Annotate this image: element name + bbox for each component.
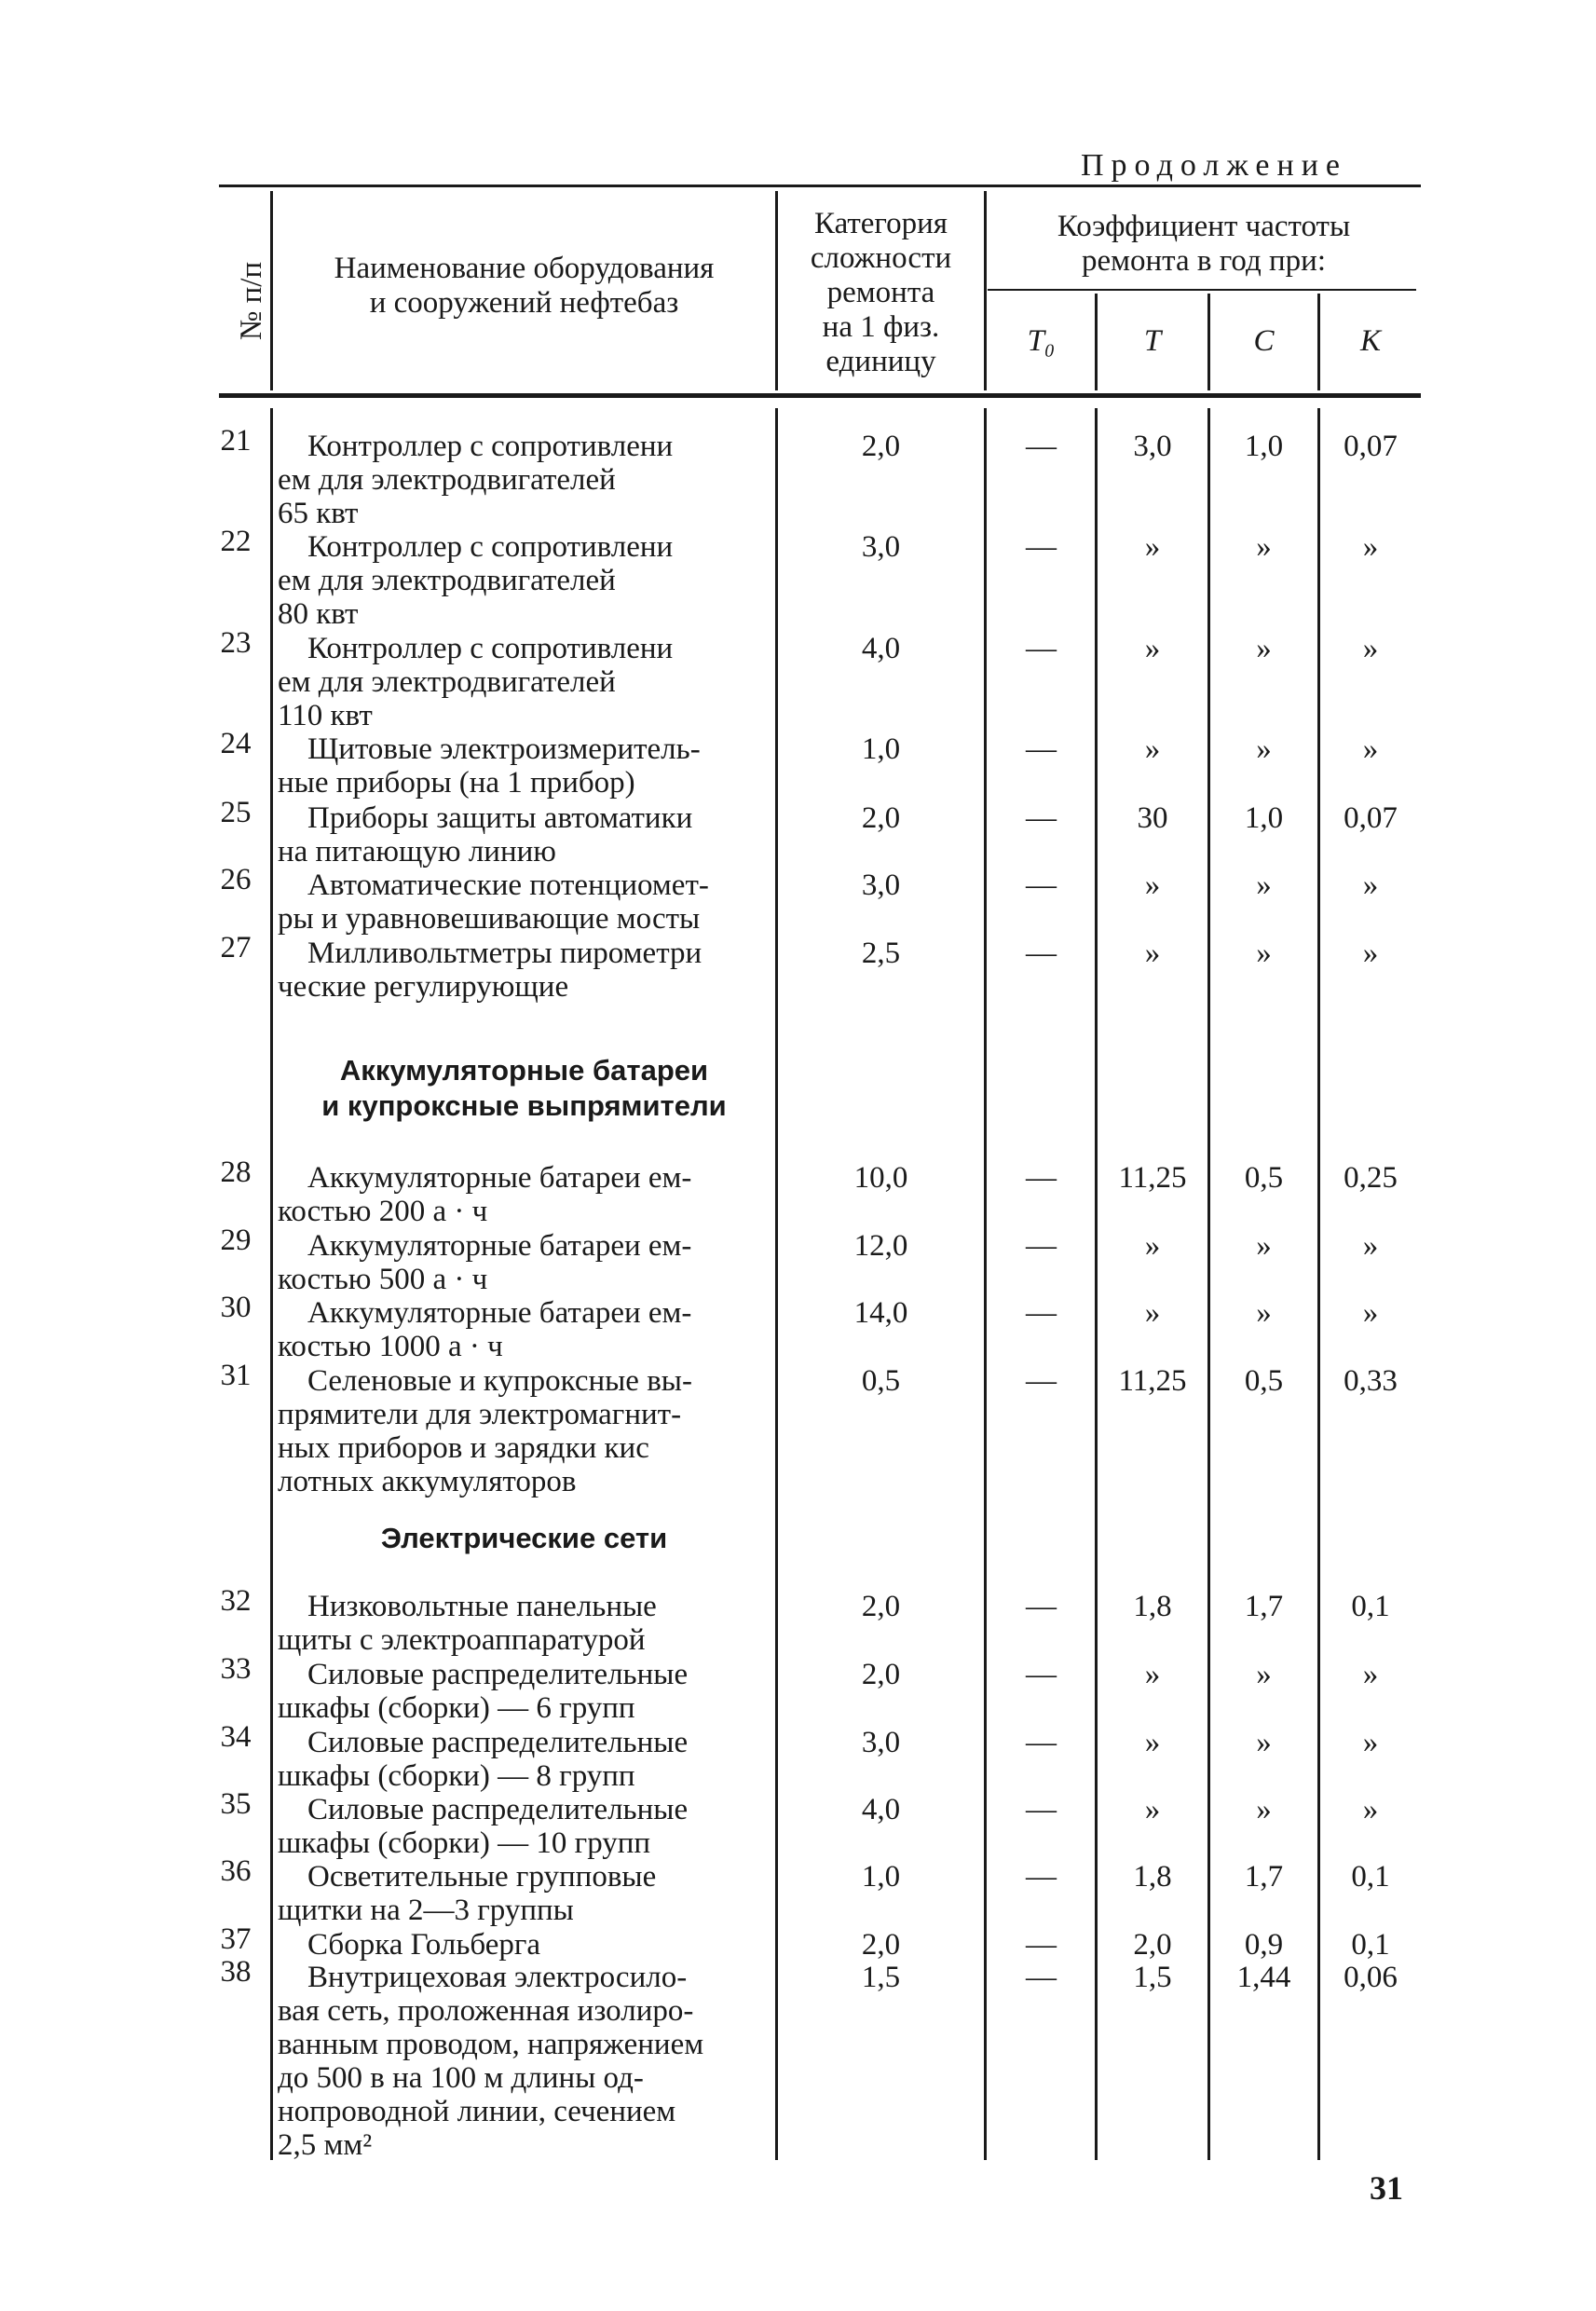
row-to-value: — — [1026, 801, 1057, 835]
row-t-value: » — [1144, 1296, 1161, 1330]
row-number: 23 — [220, 626, 252, 660]
row-name-line: ем для электродвигателей — [278, 665, 616, 699]
row-equipment-name — [278, 1161, 771, 1228]
row-c-value: 0,9 — [1244, 1928, 1284, 1962]
table-top-rule — [219, 185, 1421, 187]
row-name-line: Низковольтные панельные — [307, 1590, 657, 1623]
row-number: 26 — [220, 863, 252, 896]
row-name-line: костью 1000 а · ч — [278, 1330, 503, 1363]
row-equipment-name — [278, 732, 771, 800]
row-number: 34 — [220, 1720, 252, 1754]
page-number: 31 — [1370, 2169, 1403, 2207]
row-category: 2,0 — [861, 1658, 901, 1691]
row-k-value: » — [1362, 1793, 1379, 1826]
row-name-line: Приборы защиты автоматики — [307, 801, 693, 835]
row-equipment-name — [278, 632, 771, 732]
row-name-line: Контроллер с сопротивлени — [307, 632, 674, 665]
row-category: 12,0 — [853, 1229, 908, 1263]
header-c: C — [1253, 324, 1275, 358]
row-k-value: 0,25 — [1344, 1161, 1398, 1195]
row-to-value: — — [1026, 530, 1057, 564]
row-name-line: шкафы (сборки) — 8 групп — [278, 1759, 635, 1793]
row-name-line: ные приборы (на 1 прибор) — [278, 766, 635, 800]
row-equipment-name — [278, 1860, 771, 1927]
row-c-value: 0,5 — [1244, 1161, 1284, 1195]
row-t-value: » — [1144, 1726, 1161, 1759]
section-heading-electric: Электрические сети — [380, 1522, 668, 1554]
row-t-value: » — [1144, 732, 1161, 766]
row-equipment-name — [278, 1793, 771, 1860]
row-to-value: — — [1026, 1928, 1057, 1962]
row-t-value: 1,5 — [1133, 1961, 1172, 1994]
row-number: 28 — [220, 1156, 252, 1189]
row-number: 33 — [220, 1652, 252, 1686]
row-t-value: 1,8 — [1133, 1860, 1172, 1894]
row-name-line: вая сеть, проложенная изолиро- — [278, 1994, 694, 2028]
row-number: 22 — [220, 525, 252, 558]
row-equipment-name — [278, 1658, 771, 1725]
row-category: 3,0 — [861, 1726, 901, 1759]
body-divider-num — [270, 408, 273, 2160]
row-category: 3,0 — [861, 868, 901, 902]
row-equipment-name — [278, 1726, 771, 1793]
row-k-value: » — [1362, 632, 1379, 665]
row-k-value: » — [1362, 1658, 1379, 1691]
row-name-line: Сборка Гольберга — [307, 1928, 541, 1962]
row-name-line: Селеновые и купроксные вы- — [307, 1364, 692, 1398]
row-category: 1,0 — [861, 1860, 901, 1894]
row-k-value: 0,06 — [1344, 1961, 1398, 1994]
row-c-value: » — [1256, 1296, 1272, 1330]
row-to-value: — — [1026, 1161, 1057, 1195]
row-name-line: нопроводной линии, сечением — [278, 2095, 676, 2128]
row-name-line: шкафы (сборки) — 10 групп — [278, 1826, 651, 1860]
row-c-value: » — [1256, 530, 1272, 564]
row-c-value: » — [1256, 937, 1272, 970]
row-name-line: ры и уравновешивающие мосты — [278, 902, 701, 936]
section-heading-batteries: Аккумуляторные батареи и купроксные выпрямители — [321, 1054, 727, 1122]
row-equipment-name — [278, 1590, 771, 1657]
header-coef: Коэффициент частоты ремонта в год при: — [1057, 210, 1351, 278]
row-c-value: 1,7 — [1244, 1590, 1284, 1623]
row-category: 2,0 — [861, 801, 901, 835]
header-bottom-rule — [219, 393, 1421, 398]
row-t-value: » — [1144, 1229, 1161, 1263]
row-t-value: » — [1144, 632, 1161, 665]
row-to-value: — — [1026, 1229, 1057, 1263]
row-name-line: лотных аккумуляторов — [278, 1465, 577, 1498]
row-c-value: » — [1256, 1658, 1272, 1691]
row-k-value: 0,1 — [1351, 1928, 1390, 1962]
row-k-value: 0,07 — [1344, 801, 1398, 835]
row-k-value: » — [1362, 868, 1379, 902]
row-c-value: » — [1256, 1726, 1272, 1759]
header-divider-category — [984, 191, 987, 390]
row-t-value: 3,0 — [1133, 430, 1172, 463]
row-to-value: — — [1026, 1296, 1057, 1330]
row-name-line: Автоматические потенциомет- — [307, 868, 709, 902]
row-name-line: Аккумуляторные батареи ем- — [307, 1161, 692, 1195]
row-k-value: 0,33 — [1344, 1364, 1398, 1398]
continuation-label: Продолжение — [1081, 148, 1348, 183]
row-c-value: » — [1256, 868, 1272, 902]
row-name-line: Силовые распределительные — [307, 1726, 689, 1759]
row-to-value: — — [1026, 632, 1057, 665]
header-divider-num — [270, 191, 273, 390]
row-name-line: Внутрицеховая электросило- — [307, 1961, 688, 1994]
row-k-value: » — [1362, 530, 1379, 564]
row-number: 35 — [220, 1787, 252, 1821]
row-name-line: Аккумуляторные батареи ем- — [307, 1229, 692, 1263]
row-name-line: Контроллер с сопротивлени — [307, 430, 674, 463]
row-to-value: — — [1026, 430, 1057, 463]
row-name-line: 110 квт — [278, 699, 373, 732]
row-k-value: » — [1362, 1726, 1379, 1759]
body-divider-c — [1317, 408, 1320, 2160]
row-k-value: » — [1362, 937, 1379, 970]
row-t-value: » — [1144, 530, 1161, 564]
row-number: 30 — [220, 1291, 252, 1324]
row-name-line: ванным проводом, напряжением — [278, 2028, 704, 2061]
row-c-value: 1,44 — [1236, 1961, 1291, 1994]
header-num: № п/п — [235, 261, 268, 341]
row-number: 31 — [220, 1359, 252, 1392]
body-divider-name — [775, 408, 778, 2160]
row-name-line: 2,5 мм² — [278, 2128, 373, 2162]
row-k-value: » — [1362, 732, 1379, 766]
row-t-value: » — [1144, 937, 1161, 970]
row-to-value: — — [1026, 1590, 1057, 1623]
row-category: 2,5 — [861, 937, 901, 970]
row-category: 10,0 — [853, 1161, 908, 1195]
row-number: 24 — [220, 727, 252, 760]
row-to-value: — — [1026, 868, 1057, 902]
row-number: 25 — [220, 796, 252, 829]
row-name-line: ных приборов и зарядки кис — [278, 1431, 649, 1465]
row-equipment-name — [278, 1296, 771, 1363]
row-equipment-name — [278, 1961, 771, 2162]
row-equipment-name — [278, 801, 771, 868]
body-divider-category — [984, 408, 987, 2160]
row-category: 1,5 — [861, 1961, 901, 1994]
header-t: T — [1143, 324, 1162, 358]
row-k-value: » — [1362, 1296, 1379, 1330]
row-equipment-name — [278, 430, 771, 530]
row-name-line: на питающую линию — [278, 835, 556, 868]
header-category: Категория сложности ремонта на 1 физ. единицу — [810, 207, 952, 378]
row-number: 21 — [220, 424, 252, 458]
row-to-value: — — [1026, 937, 1057, 970]
row-t-value: 2,0 — [1133, 1928, 1172, 1962]
row-name-line: Силовые распределительные — [307, 1658, 689, 1691]
row-equipment-name — [278, 1928, 771, 1962]
row-c-value: 1,0 — [1244, 801, 1284, 835]
header-to: T₀ — [1027, 324, 1056, 358]
header-k: K — [1359, 324, 1381, 358]
row-equipment-name — [278, 1364, 771, 1498]
header-name: Наименование оборудования и сооружений нефтебаз — [334, 252, 715, 320]
row-name-line: ем для электродвигателей — [278, 463, 616, 497]
row-c-value: » — [1256, 632, 1272, 665]
row-equipment-name — [278, 868, 771, 936]
row-name-line: Силовые распределительные — [307, 1793, 689, 1826]
header-divider-name — [775, 191, 778, 390]
row-to-value: — — [1026, 1726, 1057, 1759]
row-name-line: шкафы (сборки) — 6 групп — [278, 1691, 635, 1725]
row-t-value: 11,25 — [1118, 1161, 1187, 1195]
row-equipment-name — [278, 937, 771, 1004]
row-category: 1,0 — [861, 732, 901, 766]
row-number: 37 — [220, 1922, 252, 1956]
row-name-line: ческие регулирующие — [278, 970, 569, 1004]
row-number: 36 — [220, 1854, 252, 1888]
row-equipment-name — [278, 530, 771, 631]
row-to-value: — — [1026, 1364, 1057, 1398]
row-equipment-name — [278, 1229, 771, 1296]
row-name-line: Милливольтметры пирометри — [307, 937, 703, 970]
row-t-value: 30 — [1137, 801, 1168, 835]
row-category: 2,0 — [861, 430, 901, 463]
row-category: 4,0 — [861, 632, 901, 665]
row-name-line: щитки на 2—3 группы — [278, 1894, 574, 1927]
row-name-line: костью 200 а · ч — [278, 1195, 488, 1228]
row-name-line: до 500 в на 100 м длины од- — [278, 2061, 644, 2095]
row-number: 32 — [220, 1584, 252, 1618]
row-name-line: Осветительные групповые — [307, 1860, 657, 1894]
row-category: 4,0 — [861, 1793, 901, 1826]
row-t-value: » — [1144, 868, 1161, 902]
row-number: 27 — [220, 931, 252, 964]
row-name-line: 80 квт — [278, 597, 359, 631]
row-name-line: 65 квт — [278, 497, 359, 530]
row-c-value: » — [1256, 1793, 1272, 1826]
row-category: 14,0 — [853, 1296, 908, 1330]
row-name-line: щиты с электроаппаратурой — [278, 1623, 646, 1657]
row-t-value: » — [1144, 1658, 1161, 1691]
row-to-value: — — [1026, 1793, 1057, 1826]
row-name-line: прямители для электромагнит- — [278, 1398, 682, 1431]
row-c-value: 0,5 — [1244, 1364, 1284, 1398]
row-k-value: 0,1 — [1351, 1590, 1390, 1623]
row-name-line: Аккумуляторные батареи ем- — [307, 1296, 692, 1330]
row-c-value: » — [1256, 1229, 1272, 1263]
row-to-value: — — [1026, 1961, 1057, 1994]
row-number: 38 — [220, 1955, 252, 1989]
row-to-value: — — [1026, 732, 1057, 766]
row-name-line: ем для электродвигателей — [278, 564, 616, 597]
row-name-line: Щитовые электроизмеритель- — [307, 732, 701, 766]
row-c-value: » — [1256, 732, 1272, 766]
row-t-value: » — [1144, 1793, 1161, 1826]
row-c-value: 1,0 — [1244, 430, 1284, 463]
row-k-value: 0,07 — [1344, 430, 1398, 463]
body-divider-to — [1095, 408, 1098, 2160]
row-k-value: 0,1 — [1351, 1860, 1390, 1894]
row-category: 2,0 — [861, 1928, 901, 1962]
row-category: 2,0 — [861, 1590, 901, 1623]
coef-subheader-rule — [988, 289, 1416, 291]
row-number: 29 — [220, 1224, 252, 1257]
row-t-value: 11,25 — [1118, 1364, 1187, 1398]
row-name-line: костью 500 а · ч — [278, 1263, 488, 1296]
row-c-value: 1,7 — [1244, 1860, 1284, 1894]
row-to-value: — — [1026, 1658, 1057, 1691]
row-category: 3,0 — [861, 530, 901, 564]
row-k-value: » — [1362, 1229, 1379, 1263]
body-divider-t — [1207, 408, 1210, 2160]
row-t-value: 1,8 — [1133, 1590, 1172, 1623]
row-category: 0,5 — [861, 1364, 901, 1398]
row-to-value: — — [1026, 1860, 1057, 1894]
row-name-line: Контроллер с сопротивлени — [307, 530, 674, 564]
